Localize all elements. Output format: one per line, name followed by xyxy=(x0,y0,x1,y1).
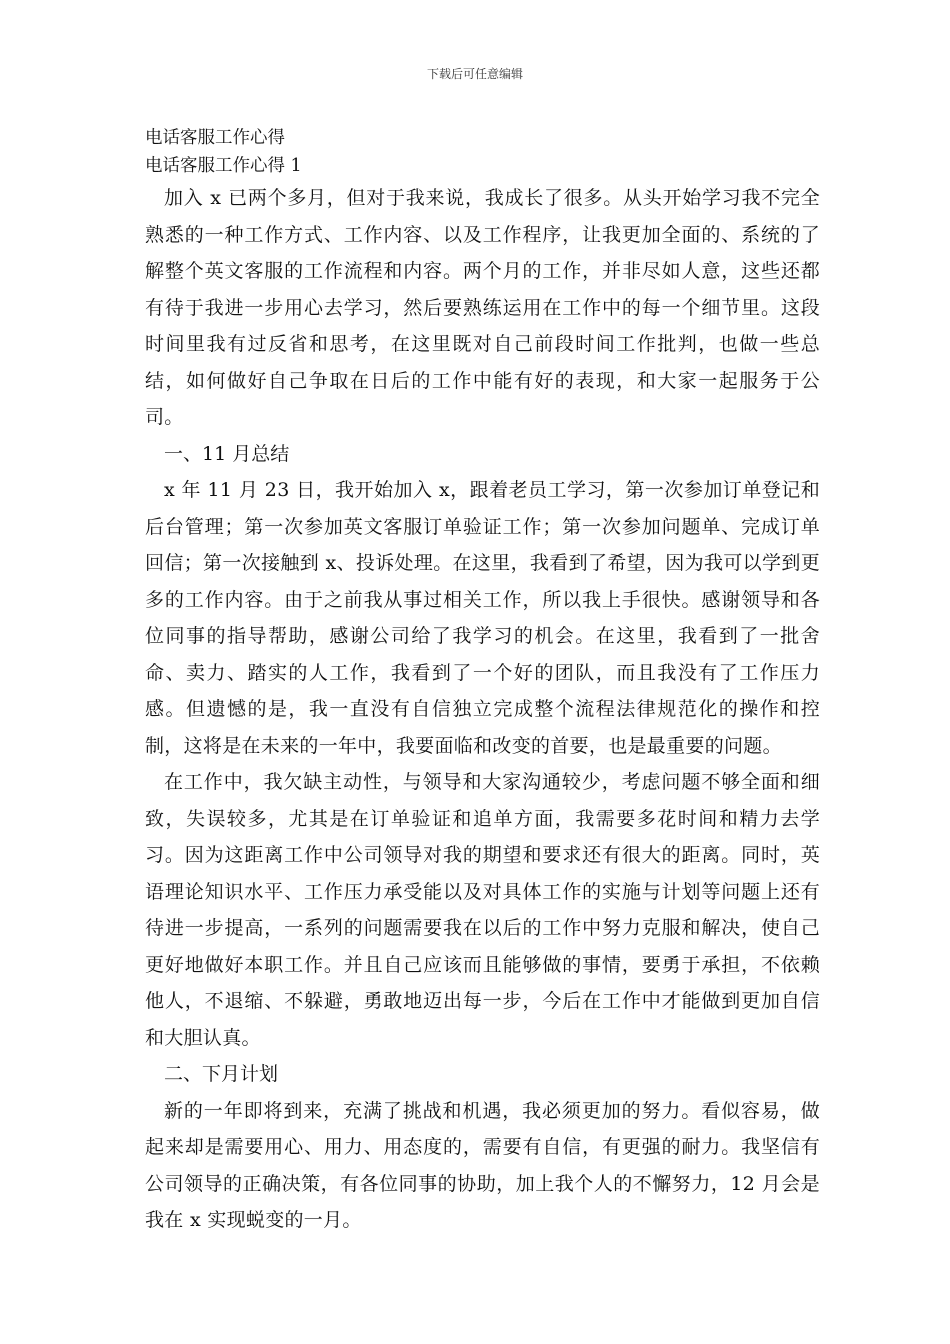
page-header: 下载后可任意编辑 xyxy=(426,67,523,81)
document-title: 电话客服工作心得 xyxy=(145,128,285,148)
paragraph-intro: 加入 x 已两个多月，但对于我来说，我成长了很多。从头开始学习我不完全熟悉的一种工作方式、工作内容、以及工作程序，让我更加全面的、系统的了解整个英文客服的工作流程和内容。两个月的工作，并非尽如人意，这些还都有待于我进一步用心去学习，然后要熟练运用在工作中的每一个细节里。这段时间里我有过反省和思考，在这里既对自己前段时间工作批判，也做一些总结，如何做好自己争取在日后的工作中能有好的表现，和大家一起服务于公司。 xyxy=(145,187,820,428)
paragraph-november-summary: x 年 11 月 23 日，我开始加入 x，跟着老员工学习，第一次参加订单登记和后台管理；第一次参加英文客服订单验证工作；第一次参加问题单、完成订单回信；第一次接触到 x、投诉处理。在这里，我看到了希望，因为我可以学到更多的工作内容。由于之前我从事过相关工作，所以我上手很快。感谢领导和各位同事的指导帮助，感谢公司给了我学习的机会。在这里，我看到了一批舍命、卖力、踏实的人工作，我看到了一个好的团队，而且我没有了工作压力感。但遗憾的是，我一直没有自信独立完成整个流程法律规范化的操作和控制，这将是在未来的一年中，我要面临和改变的首要，也是最重要的问题。 xyxy=(145,479,820,757)
paragraph-shortcomings: 在工作中，我欠缺主动性，与领导和大家沟通较少，考虑问题不够全面和细致，失误较多，尤其是在订单验证和追单方面，我需要多花时间和精力去学习。因为这距离工作中公司领导对我的期望和要求还有很大的距离。同时，英语理论知识水平、工作压力承受能以及对具体工作的实施与计划等问题上还有待进一步提高，一系列的问题需要我在以后的工作中努力克服和解决，使自己更好地做好本职工作。并且自己应该而且能够做的事情，要勇于承担，不依赖他人，不退缩、不躲避，勇敢地迈出每一步，今后在工作中才能做到更加自信和大胆认真。 xyxy=(145,771,820,1049)
paragraph-next-month-plan: 新的一年即将到来，充满了挑战和机遇，我必须更加的努力。看似容易，做起来却是需要用心、用力、用态度的，需要有自信，有更强的耐力。我坚信有公司领导的正确决策，有各位同事的协助，加上我个人的不懈努力，12 月会是我在 x 实现蜕变的一月。 xyxy=(145,1099,820,1231)
section-heading-november: 一、11 月总结 xyxy=(164,442,290,465)
document-body xyxy=(145,124,820,1239)
document-subtitle: 电话客服工作心得 1 xyxy=(145,156,302,176)
section-heading-next-month: 二、下月计划 xyxy=(164,1063,279,1085)
